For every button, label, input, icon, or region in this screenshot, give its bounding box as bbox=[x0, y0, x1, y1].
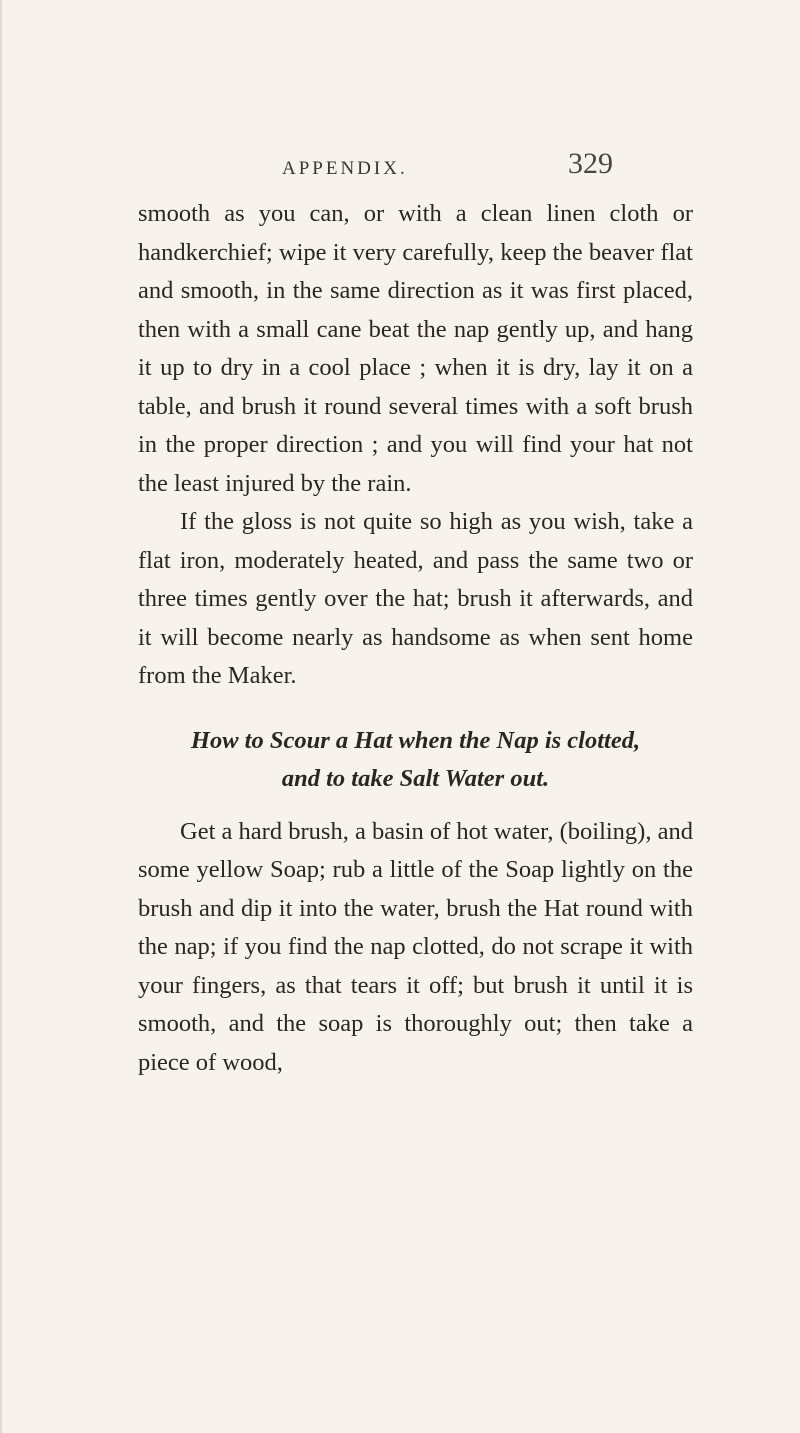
section-heading-line-1: How to Scour a Hat when the Nap is clotted, bbox=[190, 726, 641, 754]
page-edge bbox=[0, 0, 3, 1433]
paragraph-continued: smooth as you can, or with a clean linen cloth or handkerchief; wipe it very carefully, keep the beaver flat and smooth, in the same direction as it was first placed, then with a small cane beat the nap gently up, and hang it up to dry in a cool place ; when it is dry, lay it on a table, and brush it round several times with a soft brush in the proper direction ; and you will find your hat not the least injured by the rain. bbox=[138, 200, 693, 497]
section-heading-line-2: and to take Salt Water out. bbox=[281, 765, 550, 792]
page-number: 329 bbox=[568, 147, 613, 180]
section-heading bbox=[138, 722, 693, 799]
paragraph-gloss: If the gloss is not quite so high as you wish, take a flat iron, moderately heated, and pass the same two or three times gently over the hat; brush it afterwards, and it will become nearly as handsome as when sent home from the Maker. bbox=[138, 508, 693, 689]
running-head: APPENDIX. bbox=[282, 158, 408, 179]
page-header bbox=[0, 146, 800, 186]
paragraph-scour: Get a hard brush, a basin of hot water, (boiling), and some yellow Soap; rub a little of the Soap lightly on the brush and dip it into the water, brush the Hat round with the nap; if you find the nap clotted, do not scrape it with your fingers, as that tears it off; but brush it until it is smooth, and the soap is thoroughly out; then take a piece of wood, bbox=[138, 817, 693, 1076]
body-text bbox=[138, 195, 693, 1082]
